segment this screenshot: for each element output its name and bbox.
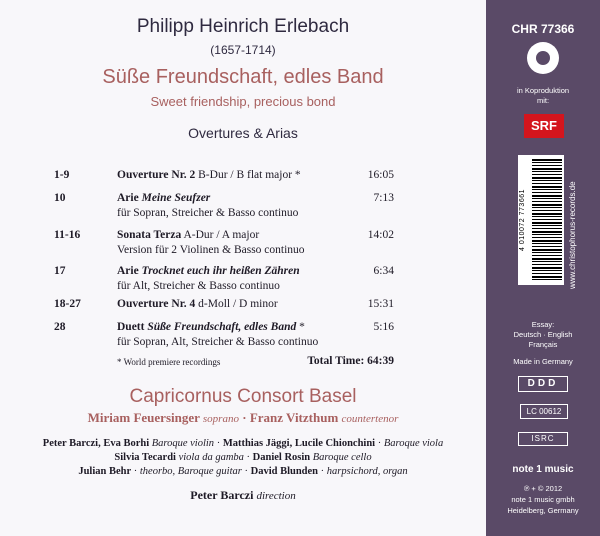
musician-name: David Blunden	[250, 466, 319, 477]
label-sidebar	[486, 0, 600, 536]
company-name: note 1 music gmbh	[511, 495, 575, 504]
separator: ·	[246, 452, 251, 463]
soloist-role: countertenor	[341, 413, 399, 425]
track-scoring: für Alt, Streicher & Basso continuo	[117, 280, 280, 292]
soloists-line	[0, 410, 486, 426]
album-subtitle: Sweet friendship, precious bond	[150, 94, 336, 109]
track-scoring: für Sopran, Alt, Streicher & Basso continuo	[117, 336, 319, 348]
separator: ·	[242, 410, 247, 425]
track-time: 14:02	[367, 229, 394, 241]
musician-names: Peter Barczi, Eva Borhi	[42, 438, 150, 449]
soloist-name: Miriam Feuersinger	[87, 410, 200, 425]
instrument: Baroque cello	[312, 452, 372, 463]
musician-name: Daniel Rosin	[252, 452, 311, 463]
essay-languages: Deutsch · English	[513, 330, 573, 339]
track-detail: d-Moll / D minor	[198, 298, 278, 310]
footnote: * World premiere recordings	[117, 357, 221, 367]
essay-label: Essay:	[531, 320, 555, 329]
instrument: Baroque violin	[151, 438, 215, 449]
musician-name: Julian Behr	[78, 466, 132, 477]
track-title: Arie	[117, 265, 139, 277]
track-detail: A-Dur / A major	[183, 229, 260, 241]
ddd-badge: DDD	[518, 376, 568, 392]
track-title: Ouverture Nr. 4	[117, 298, 196, 310]
track-title: Sonata Terza	[117, 229, 182, 241]
separator: ·	[244, 466, 248, 477]
soloist-role: soprano	[202, 413, 239, 425]
track-work: Süße Freundschaft, edles Band	[147, 321, 297, 333]
ensemble-name: Capricornus Consort Basel	[129, 386, 357, 407]
track-time: 5:16	[373, 321, 394, 333]
instrument: harpsichord, organ	[326, 466, 408, 477]
track-scoring: für Sopran, Streicher & Basso continuo	[117, 207, 299, 219]
separator: ·	[216, 438, 221, 449]
track-detail: *	[299, 321, 305, 333]
track-time: 6:34	[373, 265, 394, 277]
composer-name: Philipp Heinrich Erlebach	[136, 16, 350, 37]
instrument: theorbo, Baroque guitar	[139, 466, 242, 477]
track-time: 15:31	[367, 298, 394, 310]
musician-name: Silvia Tecardi	[114, 452, 176, 463]
separator: ·	[320, 466, 325, 477]
track-number: 28	[54, 321, 66, 333]
separator: ·	[377, 438, 382, 449]
track-scoring: Version für 2 Violinen & Basso continuo	[117, 244, 305, 256]
track-title: Arie	[117, 192, 139, 204]
album-title: Süße Freundschaft, edles Band	[102, 66, 384, 88]
copyright: ℗ + © 2012	[523, 484, 563, 493]
total-time: Total Time: 64:39	[307, 355, 394, 367]
soloist-name: Franz Vitzthum	[249, 410, 339, 425]
barcode-number: 4 010072 773661	[519, 189, 526, 251]
track-time: 16:05	[367, 169, 394, 181]
track-number: 17	[54, 265, 66, 277]
director-name: Peter Barczi	[190, 488, 254, 502]
separator: ·	[133, 466, 138, 477]
track-number: 11-16	[54, 229, 81, 241]
track-detail: B-Dur / B flat major *	[198, 169, 301, 181]
track-number: 10	[54, 192, 66, 204]
label-code: LC 00612	[520, 404, 568, 419]
track-time: 7:13	[373, 192, 394, 204]
record-label-logo: note 1 music	[512, 464, 574, 475]
essay-languages: Français	[528, 340, 558, 349]
track-number: 18-27	[54, 298, 81, 310]
director-line	[0, 488, 486, 503]
made-in: Made in Germany	[513, 357, 573, 366]
instrument: viola da gamba	[178, 452, 244, 463]
coproduction-label: in Koproduktion	[516, 86, 570, 95]
christophorus-logo-icon	[527, 42, 559, 74]
composer-dates: (1657-1714)	[210, 43, 276, 57]
coproduction-with: mit:	[536, 96, 550, 105]
track-work: Trocknet euch ihr heißen Zähren	[141, 265, 300, 277]
section-heading: Overtures & Arias	[188, 125, 298, 141]
website-url: www.christophorus-records.de	[568, 181, 577, 289]
isrc-badge: ISRC	[518, 432, 568, 446]
barcode	[518, 155, 564, 285]
srf-logo: SRF	[524, 114, 564, 138]
catalog-number: CHR 77366	[511, 22, 575, 36]
credits-line	[0, 466, 486, 477]
credits-line	[0, 438, 486, 449]
musician-names: Matthias Jäggi, Lucile Chionchini	[222, 438, 376, 449]
director-role: direction	[256, 490, 296, 502]
track-number: 1-9	[54, 169, 70, 181]
credits-line	[0, 452, 486, 463]
track-title: Ouverture Nr. 2	[117, 169, 196, 181]
barcode-bars-icon	[532, 159, 562, 281]
track-work: Meine Seufzer	[141, 192, 211, 204]
instrument: Baroque viola	[383, 438, 444, 449]
track-title: Duett	[117, 321, 145, 333]
company-city: Heidelberg, Germany	[507, 506, 579, 515]
